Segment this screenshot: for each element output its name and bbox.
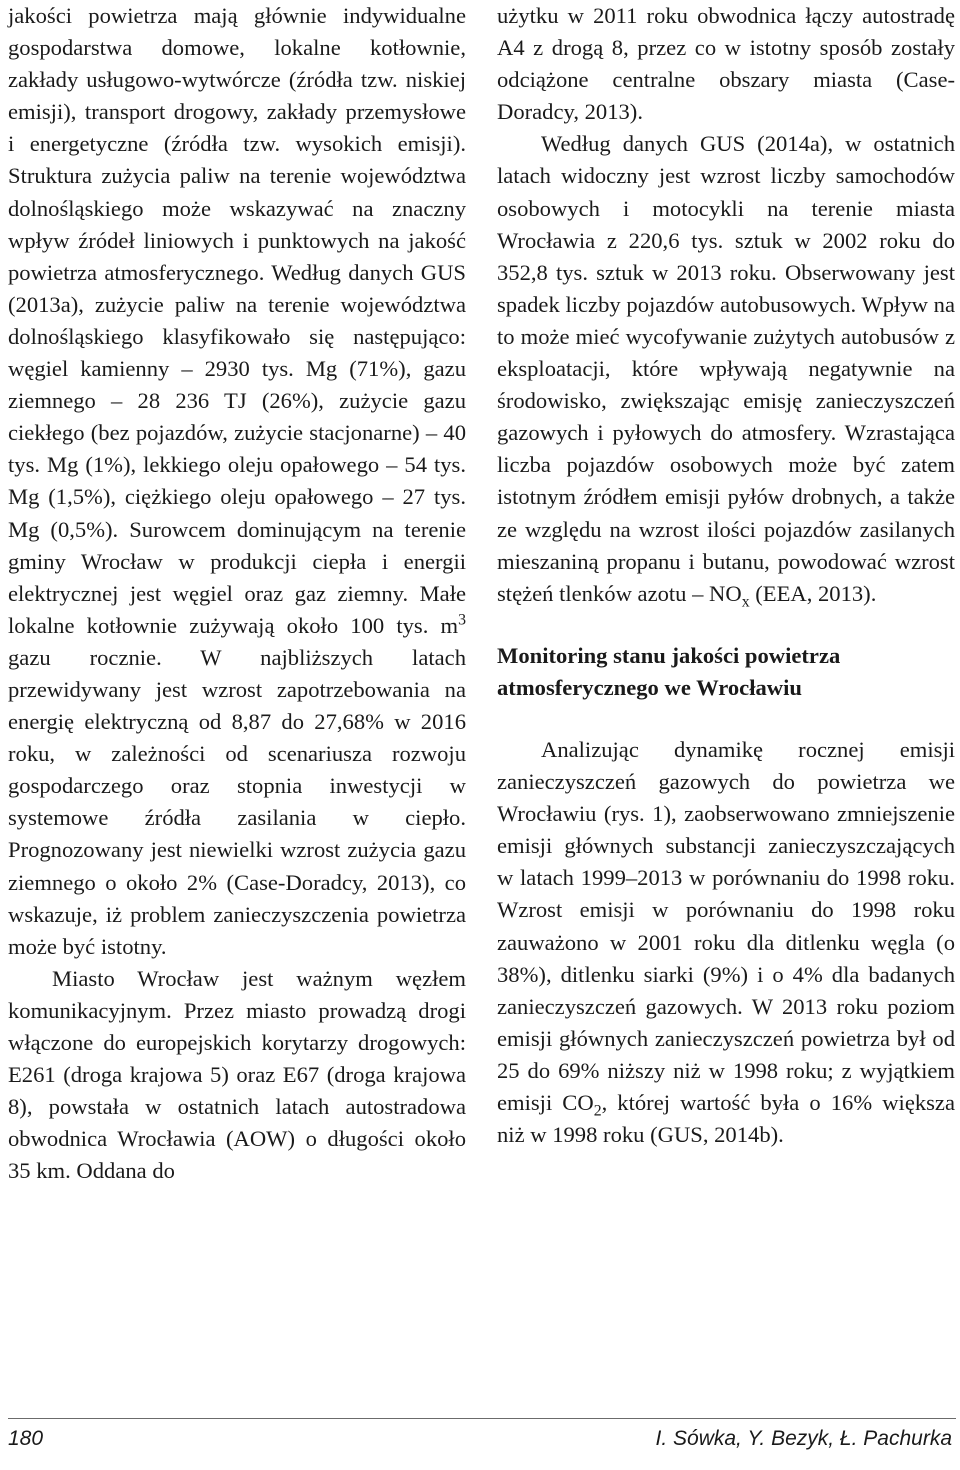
left-paragraph-1 [8, 0, 466, 963]
co2-subscript: 2 [593, 1102, 602, 1120]
nox-subscript: x [741, 593, 750, 611]
page-number: 180 [8, 1427, 44, 1450]
right-paragraph-2 [497, 128, 955, 609]
footer-authors: I. Sówka, Y. Bezyk, Ł. Pachurka [655, 1427, 952, 1450]
right-paragraph-1: użytku w 2011 roku obwodnica łączy autostradę A4 z drogą 8, przez co w istotny sposób zostały odciążone centralne obszary miasta (Case-Doradcy, 2013). [497, 3, 955, 125]
right-paragraph-3-end: , której wartość była o 16% większa niż w 1998 roku (GUS, 2014b). [497, 1090, 955, 1148]
right-paragraph-3-text: Analizując dynamikę rocznej emisji zanieczyszczeń gazowych do powietrza we Wrocławiu (rys. 1), zaobserwowano zmniejszenie emisji głównych substancji zanieczyszczających w latach 1999–2013 w porównaniu do 1998 roku. Wzrost emisji w porównaniu do 1998 roku zauważono w 2001 roku dla ditlenku węgla (o 38%), ditlenku siarki (9%) i o 4% dla badanych zanieczyszczeń gazowych. W 2013 roku poziom emisji głównych zanieczyszczeń powietrza był od 25 do 69% niższy niż w 1998 roku; z wyjątkiem emisji CO [497, 736, 955, 1115]
right-paragraph-2-text: Według danych GUS (2014a), w ostatnich latach widoczny jest wzrost liczby samochodów osobowych i motocykli na terenie miasta Wrocławia z 220,6 tys. sztuk w 2002 roku do 352,8 tys. sztuk w 2013 roku. Obserwowany jest spadek liczby pojazdów autobusowych. Wpływ na to może mieć wycofywanie zużytych autobusów z eksploatacji, które wpływają negatywnie na środowisko, zwiększając emisję zanieczyszczeń gazowych i pyłowych do atmosfery. Wzrastająca liczba pojazdów osobowych może być zatem istotnym źródłem emisji pyłów drobnych, a także ze względu na wzrost ilości pojazdów zasilanych mieszaniną propanu i butanu, powodować wzrost stężeń tlenków azotu – NO [497, 131, 955, 606]
left-column [8, 0, 466, 1187]
left-paragraph-1-end: gazu rocznie. W najbliższych latach przewidywany jest wzrost zapotrzebowania na energię elektryczną od 8,87 do 27,68% w 2016 roku, w zależności od scenariusza rozwoju gospodarczego oraz stopnia inwestycji w systemowe źródła zasilania w ciepło. Prognozowany jest niewielki wzrost zużycia gazu ziemnego o około 2% (Case-Doradcy, 2013), co wskazuje, iż problem zanieczyszczenia powietrza może być istotny. [8, 644, 466, 959]
section-title: Monitoring stanu jakości powietrza atmosferycznego we Wrocławiu [497, 642, 841, 700]
footer-rule [8, 1418, 956, 1419]
left-paragraph-2: Miasto Wrocław jest ważnym węzłem komunikacyjnym. Przez miasto prowadzą drogi włączone do europejskich korytarzy drogowych: E261 (droga krajowa 5) oraz E67 (droga krajowa 8), powstała w ostatnich latach autostradowa obwodnica Wrocławia (AOW) o długości około 35 km. Oddana do [8, 965, 466, 1184]
right-column [497, 0, 955, 1151]
left-paragraph-1-text: jakości powietrza mają głównie indywidualne gospodarstwa domowe, lokalne kotłownie, zakłady usługowo-wytwórcze (źródła tzw. niskiej emisji), transport drogowy, zakłady przemysłowe i energetyczne (źródła tzw. wysokich emisji). Struktura zużycia paliw na terenie województwa dolnośląskiego może wskazywać na znaczny wpływ źródeł liniowych i punktowych na jakość powietrza atmosferycznego. Według danych GUS (2013a), zużycie paliw na terenie województwa dolnośląskiego klasyfikowało się następująco: węgiel kamienny – 2930 tys. Mg (71%), gazu ziemnego – 28 236 TJ (26%), zużycie gazu ciekłego (bez pojazdów, zużycie stacjonarne) – 40 tys. Mg (1%), lekkiego oleju opałowego – 54 tys. Mg (1,5%), ciężkiego oleju opałowego – 27 tys. Mg (0,5%). Surowcem dominującym na terenie gminy Wrocław w produkcji ciepła i energii elektrycznej jest węgiel oraz gaz ziemny. Małe lokalne kotłownie zużywają około 100 tys. m [8, 3, 466, 638]
cubic-superscript: 3 [458, 611, 466, 629]
right-paragraph-3 [497, 734, 955, 1151]
right-paragraph-2-end: (EEA, 2013). [749, 580, 877, 606]
